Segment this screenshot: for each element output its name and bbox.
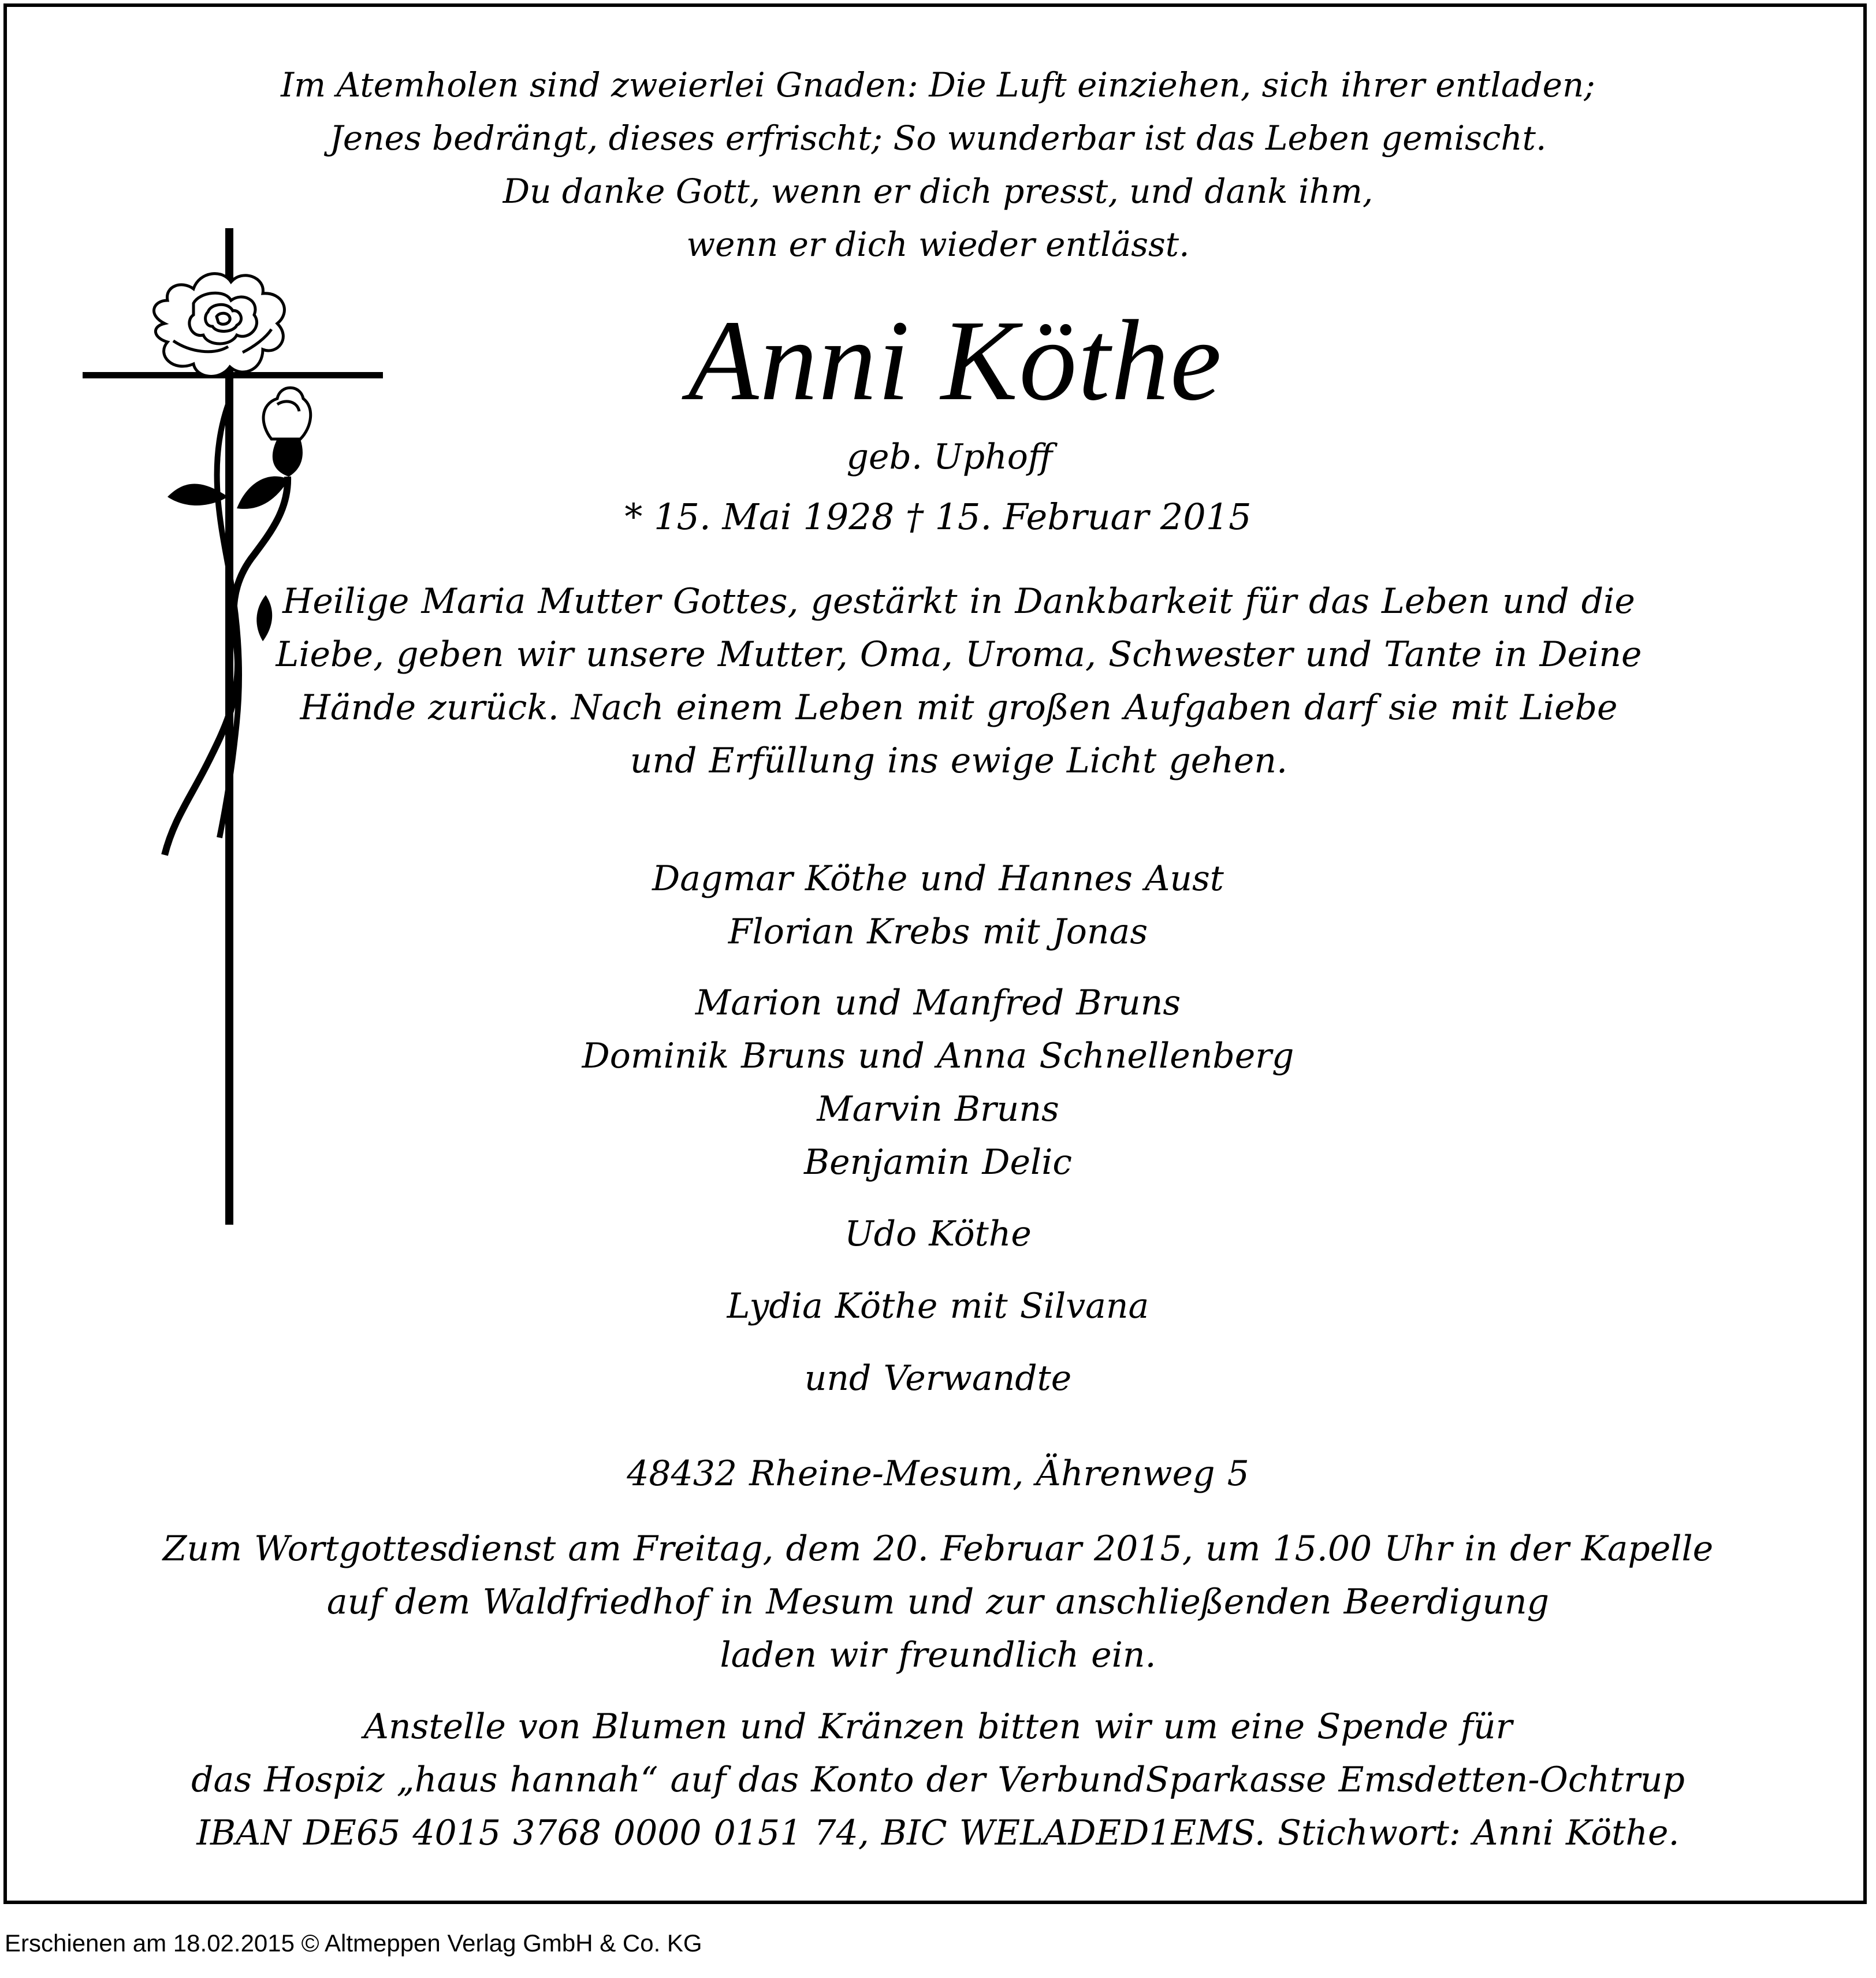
- address: 48432 Rheine-Mesum, Ährenweg 5: [627, 1453, 1249, 1494]
- mourner-line: und Verwandte: [804, 1358, 1072, 1399]
- mourner-line: Marvin Bruns: [817, 1089, 1059, 1129]
- prayer-line: Heilige Maria Mutter Gottes, gestärkt in Dankbarkeit für das Leben und die: [282, 581, 1635, 622]
- service-line: auf dem Waldfriedhof in Mesum und zur anschließenden Beerdigung: [326, 1582, 1550, 1622]
- donation-line: Anstelle von Blumen und Kränzen bitten wir um eine Spende für: [363, 1706, 1513, 1747]
- publication-footer: Erschienen am 18.02.2015 © Altmeppen Verlag GmbH & Co. KG: [5, 1929, 702, 1957]
- donation-line: IBAN DE65 4015 3768 0000 0151 74, BIC WELADED1EMS. Stichwort: Anni Köthe.: [196, 1813, 1680, 1853]
- prayer-line: und Erfüllung ins ewige Licht gehen.: [630, 741, 1288, 781]
- mourner-line: Udo Köthe: [844, 1214, 1032, 1254]
- poem-line: Im Atemholen sind zweierlei Gnaden: Die Luft einziehen, sich ihrer entladen;: [281, 65, 1595, 105]
- donation-line: das Hospiz „haus hannah“ auf das Konto der VerbundSparkasse Emsdetten-Ochtrup: [191, 1760, 1685, 1800]
- mourner-line: Dagmar Köthe und Hannes Aust: [652, 858, 1224, 899]
- prayer-line: Hände zurück. Nach einem Leben mit großen Aufgaben darf sie mit Liebe: [300, 687, 1618, 728]
- birth-name: geb. Uphoff: [846, 437, 1053, 477]
- poem-line: wenn er dich wieder entlässt.: [686, 225, 1190, 264]
- mourner-line: Marion und Manfred Bruns: [695, 983, 1181, 1023]
- service-line: Zum Wortgottesdienst am Freitag, dem 20. Februar 2015, um 15.00 Uhr in der Kapelle: [162, 1529, 1714, 1569]
- service-line: laden wir freundlich ein.: [720, 1635, 1156, 1675]
- life-dates: * 15. Mai 1928 † 15. Februar 2015: [624, 496, 1252, 538]
- prayer-line: Liebe, geben wir unsere Mutter, Oma, Uroma, Schwester und Tante in Deine: [276, 634, 1642, 675]
- deceased-name: Anni Köthe: [688, 297, 1223, 425]
- poem-line: Du danke Gott, wenn er dich presst, und dank ihm,: [502, 172, 1374, 211]
- mourner-line: Lydia Köthe mit Silvana: [727, 1286, 1149, 1326]
- mourner-line: Benjamin Delic: [803, 1142, 1072, 1183]
- poem-line: Jenes bedrängt, dieses erfrischt; So wunderbar ist das Leben gemischt.: [329, 118, 1547, 158]
- mourner-line: Florian Krebs mit Jonas: [728, 912, 1148, 952]
- mourner-line: Dominik Bruns und Anna Schnellenberg: [582, 1036, 1294, 1076]
